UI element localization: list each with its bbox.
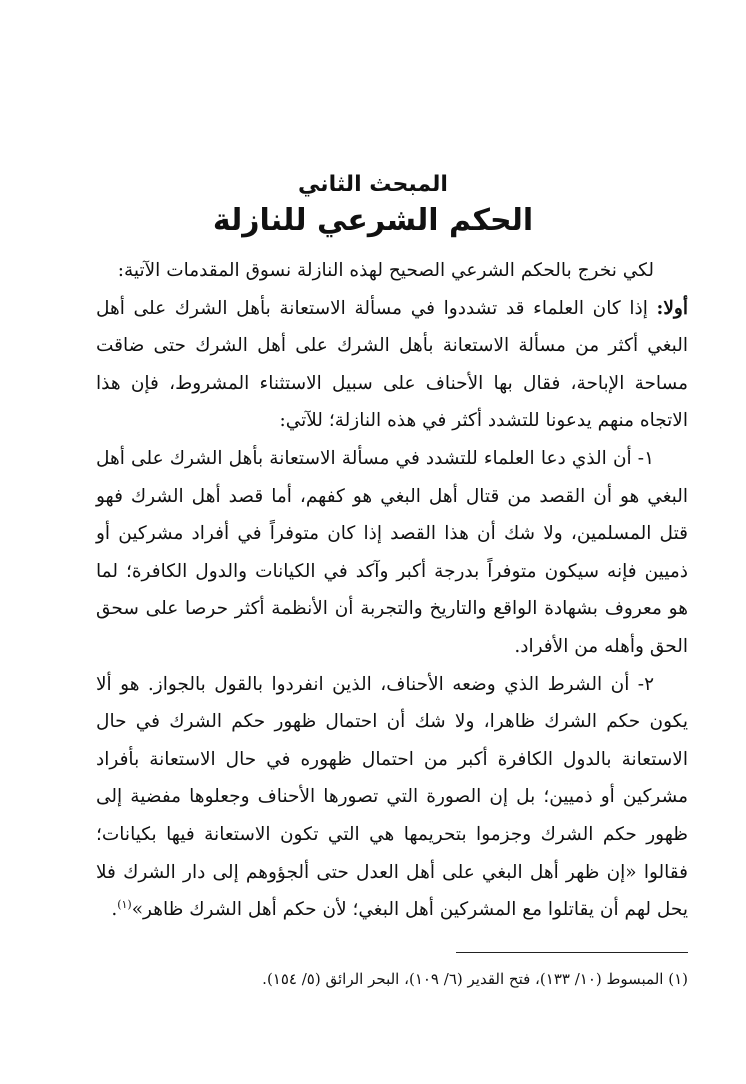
- point-two-paragraph: [96, 666, 688, 929]
- point-two-text: ٢- أن الشرط الذي وضعه الأحناف، الذين انفردوا بالقول بالجواز. هو ألا يكون حكم الشرك ظاهرا، ولا شك أن احتمال ظهور حكم الشرك في حال الاستعانة بالدول الكافرة أكبر من احتمال ظهوره في حال الاستعانة بأفراد مشركين أو ذميين؛ بل إن الصورة التي تصورها الأحناف وجعلوها مفضية إلى ظهور حكم الشرك وجزموا بتحريمها هي التي تكون الاستعانة فيها بكيانات؛ فقالوا «إن ظهر أهل البغي على أهل العدل حتى ألجؤوهم إلى دار الشرك فلا يحل لهم أن يقاتلوا مع المشركين أهل البغي؛ لأن حكم أهل الشرك ظاهر»: [96, 673, 688, 921]
- first-premise-paragraph: [96, 290, 688, 440]
- body-text: [96, 252, 688, 929]
- first-premise-text: إذا كان العلماء قد تشددوا في مسألة الاستعانة بأهل الشرك على أهل البغي أكثر من مسألة الاستعانة بأهل الشرك على أهل الشرك حتى ضاقت مساحة الإباحة، فقال بها الأحناف على سبيل الاستثناء المشروط، فإن هذا الاتجاه منهم يدعونا للتشدد أكثر في هذه النازلة؛ للآتي:: [96, 297, 688, 432]
- first-premise-label: أولا:: [656, 297, 688, 319]
- footnote-divider: [456, 952, 688, 953]
- footnote-reference: (١): [117, 897, 132, 911]
- point-one-paragraph: ١- أن الذي دعا العلماء للتشدد في مسألة الاستعانة بأهل الشرك على أهل البغي هو أن القصد من قتال أهل البغي هو كفهم، أما قصد أهل الشرك فهو قتل المسلمين، ولا شك أن هذا القصد إذا كان متوفراً في أفراد مشركين أو ذميين فإنه سيكون متوفراً بدرجة أكبر وآكد في الكيانات والدول الكافرة؛ لما هو معروف بشهادة الواقع والتاريخ والتجربة أن الأنظمة أكثر حرصا على سحق الحق وأهله من الأفراد.: [96, 447, 688, 657]
- section-title: الحكم الشرعي للنازلة: [212, 203, 534, 238]
- footnote: (١) المبسوط (١٠/ ١٣٣)، فتح القدير (٦/ ١٠٩)، البحر الرائق (٥/ ١٥٤).: [262, 970, 688, 988]
- intro-paragraph: لكي نخرج بالحكم الشرعي الصحيح لهذه النازلة نسوق المقدمات الآتية:: [117, 260, 654, 281]
- point-two-end: .: [111, 899, 118, 921]
- section-label: المبحث الثاني: [298, 172, 448, 197]
